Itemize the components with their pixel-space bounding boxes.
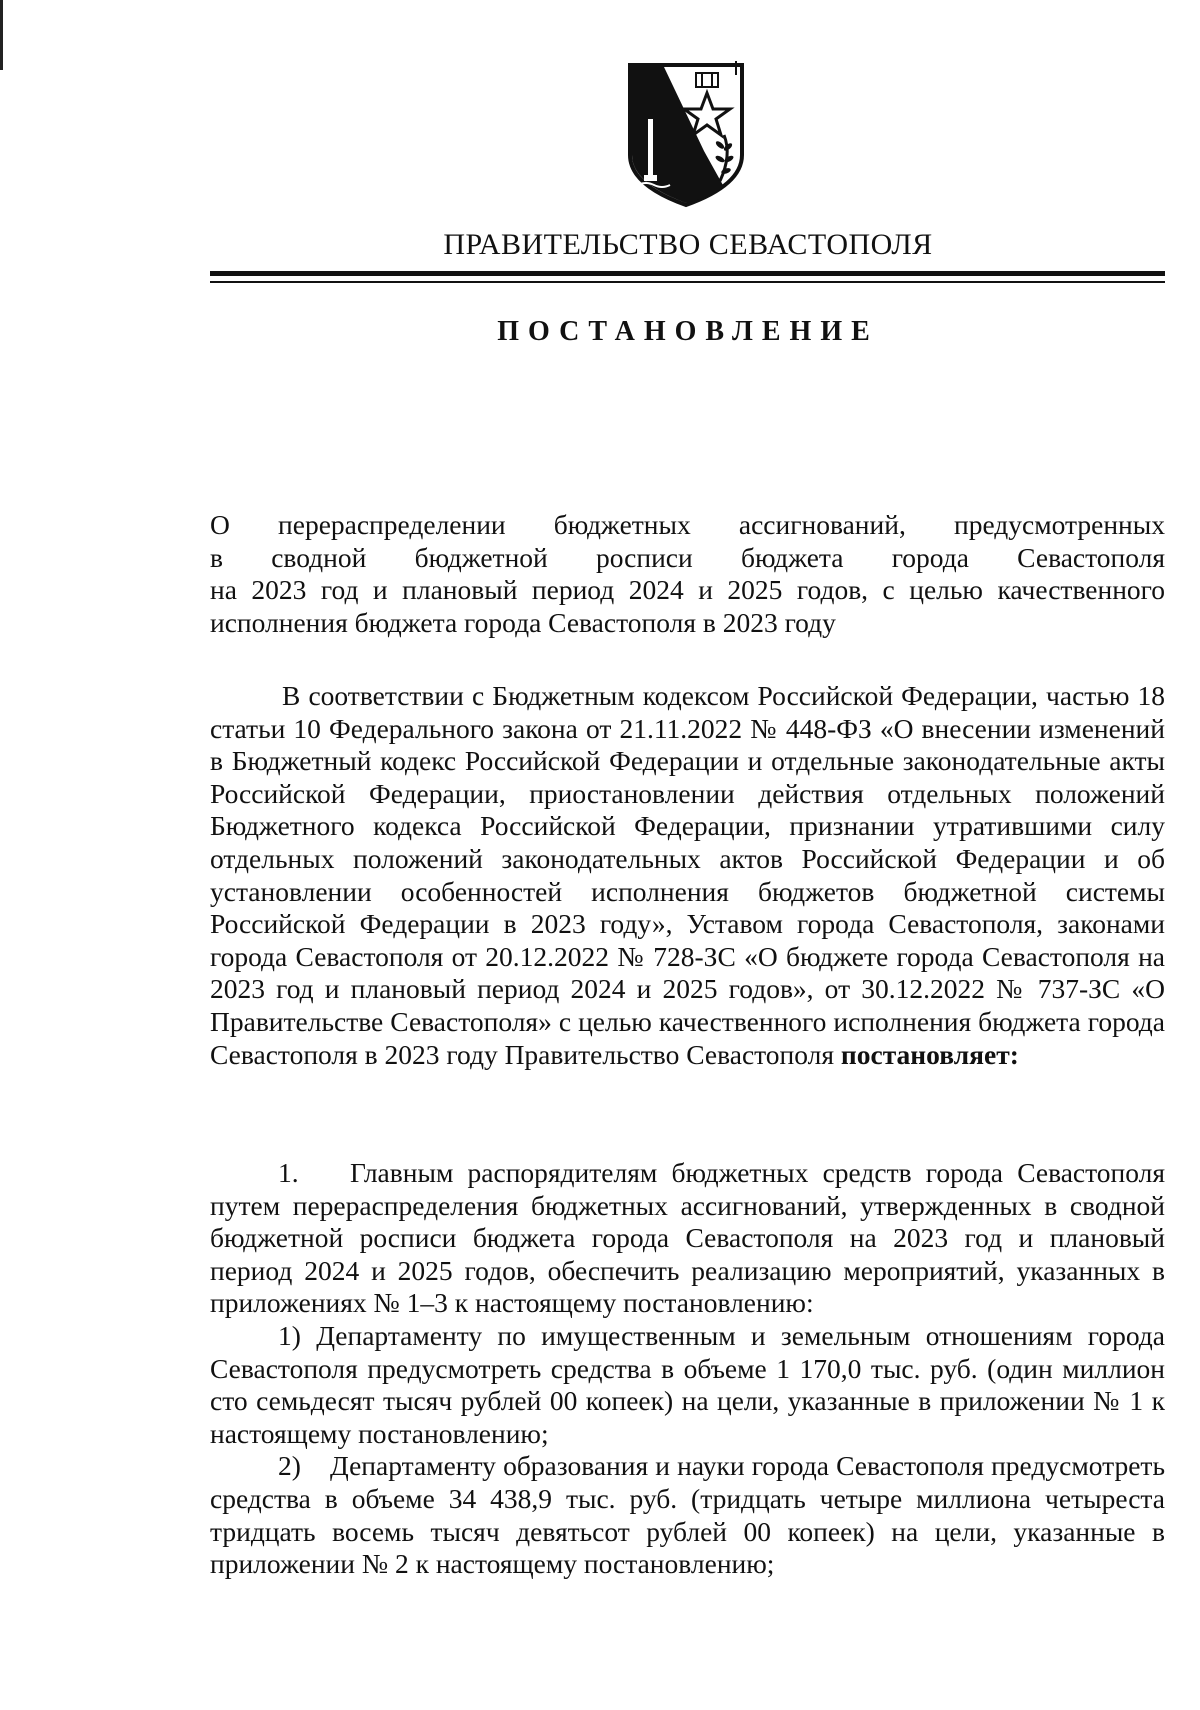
header-rule-thin [210, 281, 1165, 283]
subject-line: на 2023 год и плановый период 2024 и 2025 годов, с целью качественного [210, 574, 1165, 606]
organization-name-text: ПРАВИТЕЛЬСТВО СЕВАСТОПОЛЯ [443, 228, 933, 261]
clause-1 [210, 1157, 1165, 1581]
clause-text: Главным распорядителям бюджетных средств города Севастополя путем перераспределения бюджетных ассигнований, утвержденных в сводной бюджетной росписи бюджета города Севастополя на 2023 год и плановый период 2024 и 2025 годов, обеспечить реализацию мероприятий, указанных в приложениях № 1–3 к настоящему постановлению: [210, 1157, 1165, 1319]
clause-1-intro [210, 1157, 1165, 1320]
preamble-paragraph [210, 680, 1165, 1071]
organization-name [0, 228, 1200, 262]
subject-line: в сводной бюджетной росписи бюджета города Севастополя [210, 541, 1165, 573]
sevastopol-coat-of-arms [624, 55, 748, 210]
item-number: 2) [278, 1450, 301, 1482]
header-rule-thick [210, 271, 1165, 276]
item-number: 1) [278, 1319, 301, 1351]
clause-1-item-2 [210, 1450, 1165, 1580]
document-type-text: ПОСТАНОВЛЕНИЕ [497, 316, 879, 347]
resolves-word: постановляет: [840, 1038, 1019, 1070]
document-type-title [0, 316, 1200, 348]
scan-edge-mark [0, 0, 3, 70]
clause-1-item-1 [210, 1320, 1165, 1450]
preamble-text: В соответствии с Бюджетным кодексом Российской Федерации, частью 18 статьи 10 Федерального закона от 21.11.2022 № 448-ФЗ «О внесении изменений в Бюджетный кодекс Российской Федерации и отдельные законодательные акты Российской Федерации, приостановлении действия отдельных положений Бюджетного кодекса Российской Федерации, признании утратившими силу отдельных положений законодательных актов Российской Федерации и об установлении особенностей исполнения бюджетов бюджетной системы Российской Федерации в 2023 году», Уставом города Севастополя, законами города Севастополя от 20.12.2022 № 728-ЗС «О бюджете города Севастополя на 2023 год и плановый период 2024 и 2025 годов», от 30.12.2022 № 737-ЗС «О Правительстве Севастополя» с целью качественного исполнения бюджета города Севастополя в 2023 году Правительство Севастополя [210, 680, 1165, 1070]
clause-number: 1. [278, 1157, 299, 1188]
subject-line: О перераспределении бюджетных ассигнований, предусмотренных [210, 509, 1165, 540]
item-text: Департаменту по имущественным и земельным отношениям города Севастополя предусмотреть средства в объеме 1 170,0 тыс. руб. (один миллион сто семьдесят тысяч рублей 00 копеек) на цели, указанные в приложении № 1 к настоящему постановлению; [210, 1319, 1165, 1449]
subject-line: исполнения бюджета города Севастополя в 2023 году [210, 606, 836, 638]
document-subject [210, 509, 1165, 639]
item-text: Департаменту образования и науки города Севастополя предусмотреть средства в объеме 34 438,9 тыс. руб. (тридцать четыре миллиона четыреста тридцать восемь тысяч девятьсот рублей 00 копеек) на цели, указанные в приложении № 2 к настоящему постановлению; [210, 1450, 1165, 1580]
